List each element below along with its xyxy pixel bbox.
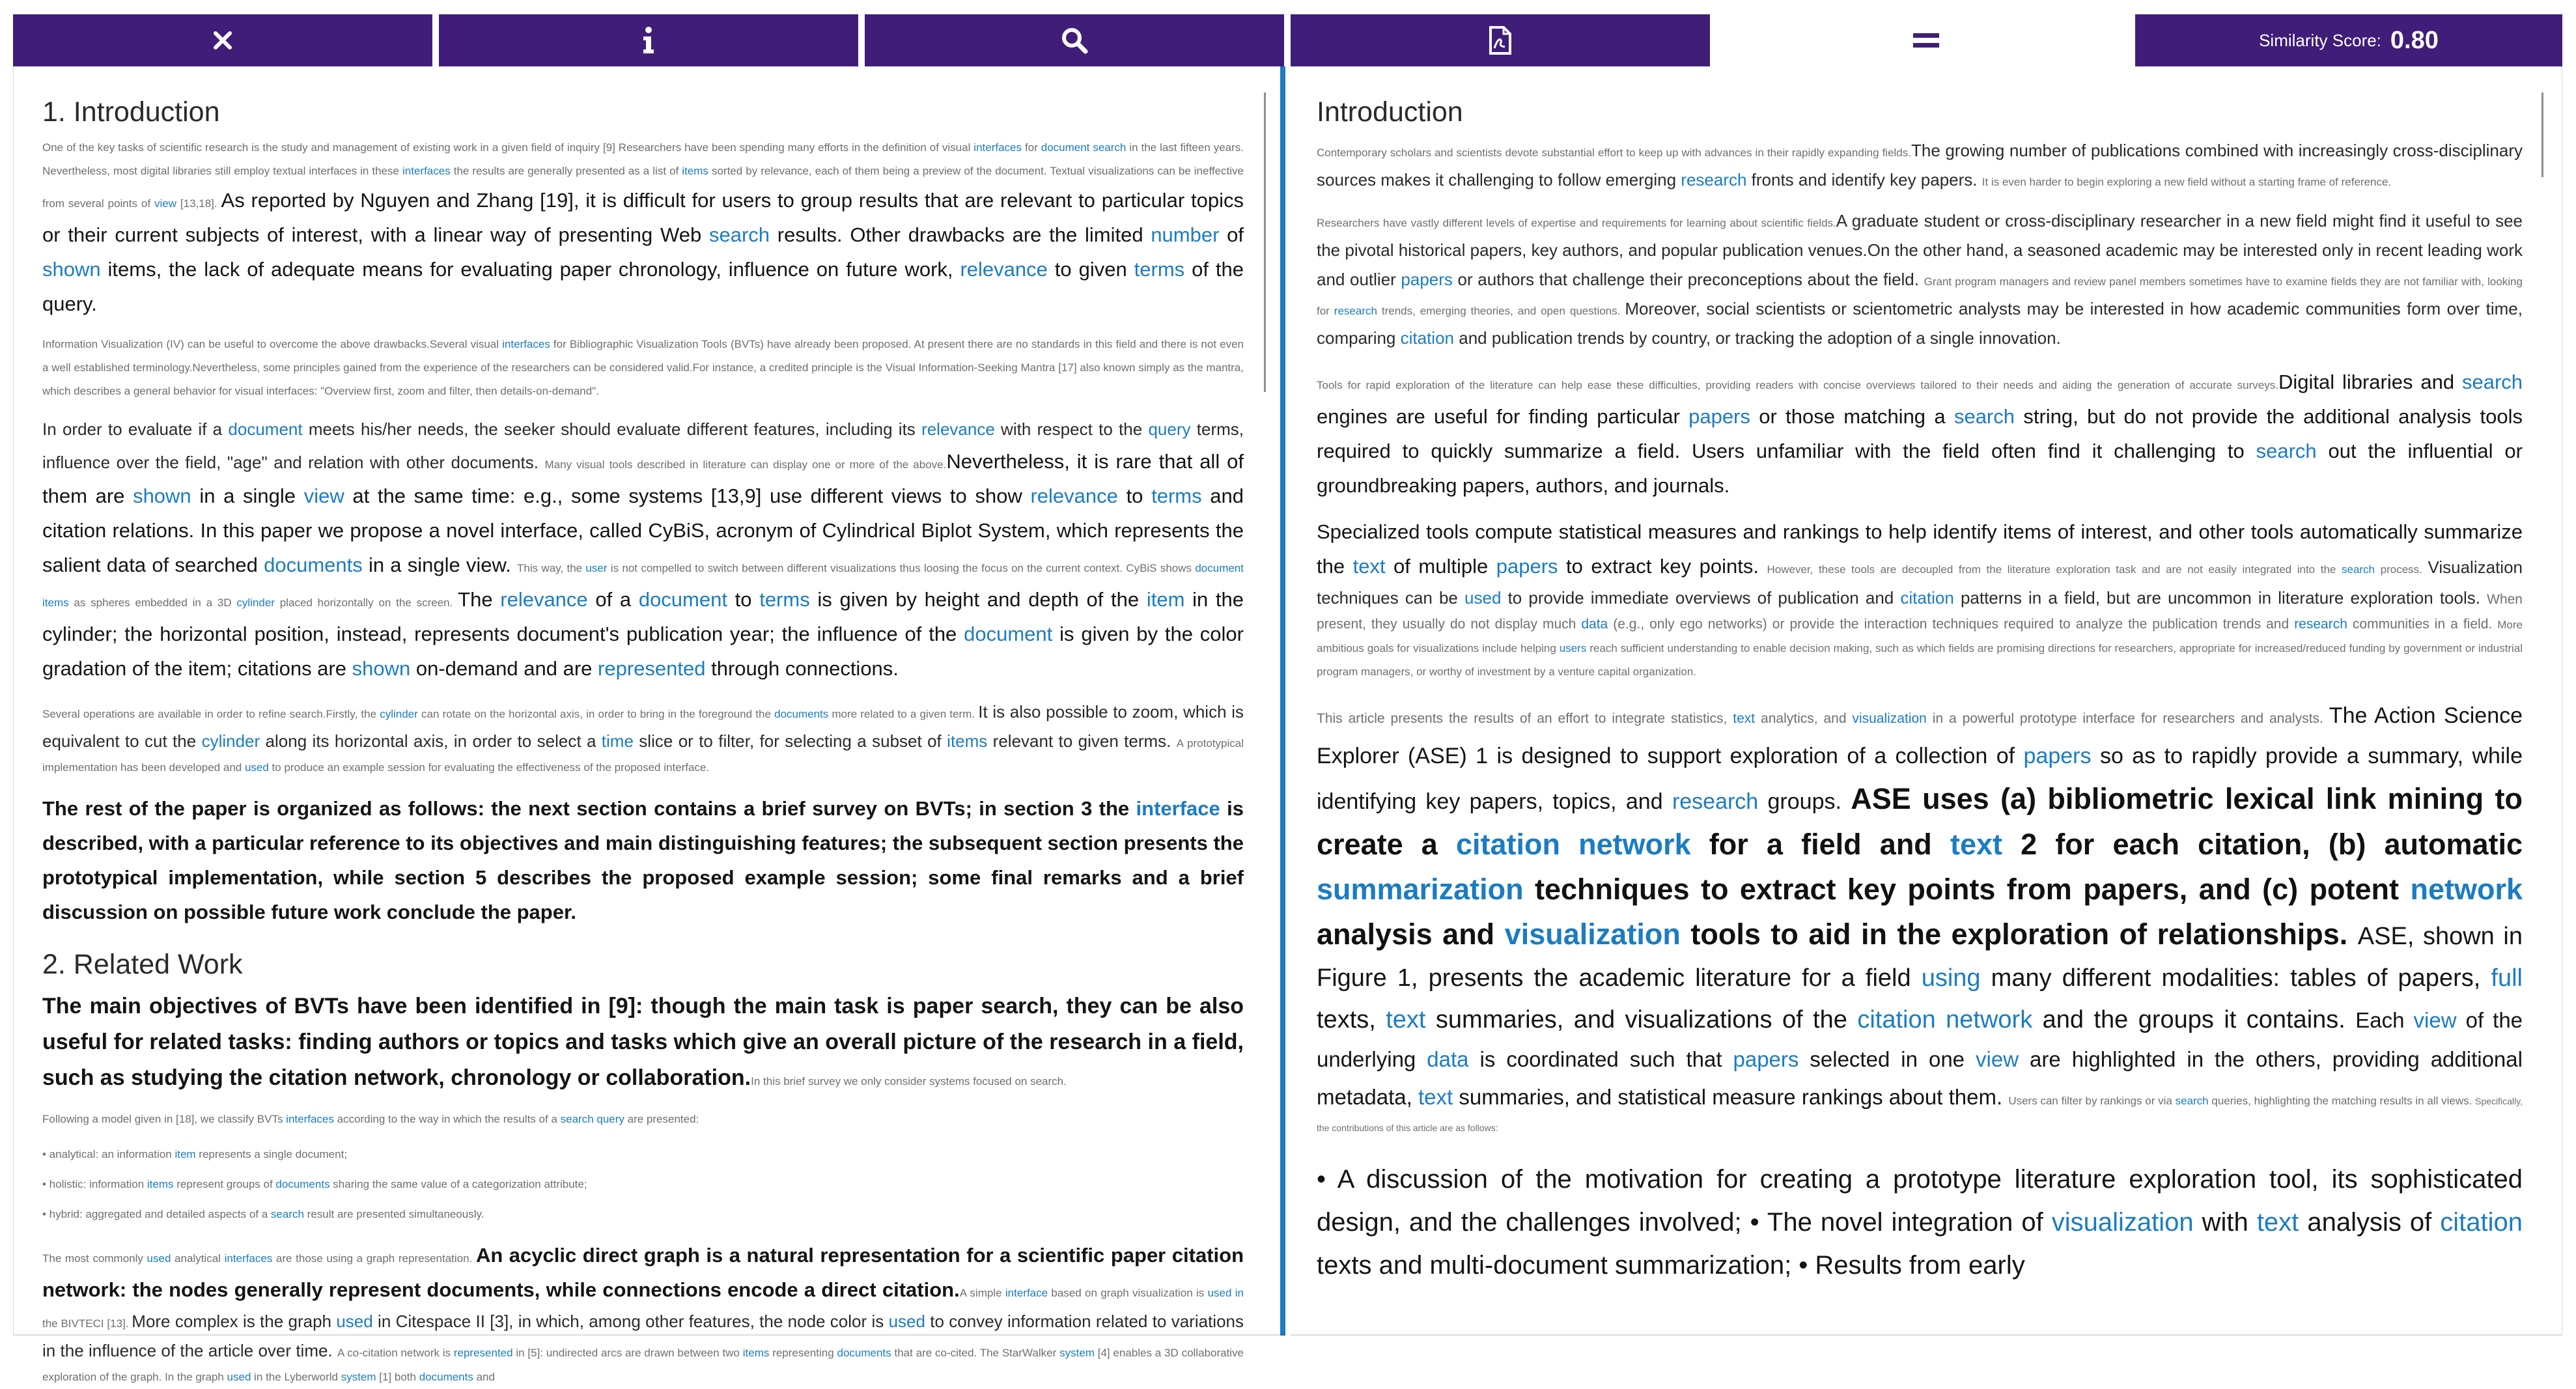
right-paragraph-1: Contemporary scholars and scientists devote substantial effort to keep up with advances in their rapidly expanding fields.The growing number of publications combined with increasingly cross-disciplinary sources makes it challenging to follow emerging research fronts and identify key papers. It is even harder to begin exploring a new field without a starting frame of reference. [1317,141,2523,189]
right-paragraph-3: Tools for rapid exploration of the literature can help ease these difficulties, providing readers with concise overviews tailored to their needs and aiding the generation of accurate surveys.Digital libraries and search engines are useful for finding particular papers or those matching a search string, but do not provide the additional analysis tools required to quickly summarize a field. Users unfamiliar with the field often find it challenging to search out the influential or groundbreaking papers, authors, and journals. [1317,371,2523,497]
pdf-button[interactable] [1291,14,1710,66]
similarity-score-label: Similarity Score: [2259,30,2381,50]
similarity-score-value: 0.80 [2390,26,2439,54]
right-paragraph-6: • A discussion of the motivation for creating a prototype literature exploration tool, its sophisticated design, and the challenges involved; • The novel integration of visualization with text analysis of citation texts and multi-document summarization; • Results from early [1317,1165,2523,1280]
close-icon [213,31,232,50]
left-scrollbar[interactable] [1264,92,1266,392]
right-paragraph-5: This article presents the results of an effort to integrate statistics, text analytics, and visualization in a powerful prototype interface for researchers and analysts. The Action Science Explorer (ASE) 1 is designed to support exploration of a collection of papers so as to rapidly provide a summary, while identifying key papers, topics, and research groups. ASE uses (a) bibliometric lexical link mining to create a citation network for a field and text 2 for each citation, (b) automatic summarization techniques to extract key points from papers, and (c) potent network analysis and visualization tools to aid in the exploration of relationships. ASE, shown in Figure 1, presents the academic literature for a field using many different modalities: tables of papers, full texts, text summaries, and visualizations of the citation network and the groups it contains. Each view of the underlying data is coordinated such that papers selected in one view are highlighted in the others, providing additional metadata, text summaries, and statistical measure rankings about them. Users can filter by rankings or via search queries, highlighting the matching results in all views. Specifically, the contributions of this article are as follows: [1317,703,2523,1133]
right-paragraph-2: Researchers have vastly different levels of expertise and requirements for learning about scientific fields.A graduate student or cross-disciplinary researcher in a new field might find it useful to see the pivotal historical papers, key authors, and popular publication venues.On the other hand, a seasoned academic may be interested only in recent leading work and outlier papers or authors that challenge their preconceptions about the field. Grant program managers and review panel members sometimes have to examine fields they are not familiar with, looking for research trends, emerging theories, and open questions. Moreover, social scientists or scientometric analysts may be interested in how academic communities form over time, comparing citation and publication trends by country, or tracking the adoption of a single innovation. [1317,211,2523,348]
left-paragraph-2: Information Visualization (IV) can be useful to overcome the above drawbacks.Several visual interfaces for Bibliographic Visualization Tools (BVTs) have already been proposed. At present there are no standards in this field and there is not even a well established terminology.Nevertheless, some principles gained from the experience of the researchers can be considered valid.For instance, a credited principle is the Visual Information-Seeking Mantra [17] also known simply as the mantra, which describes a general behavior for visual interfaces: "Overview first, zoom and filter, then details-on-demand". [42,338,1244,397]
left-paragraph-6: The main objectives of BVTs have been identified in [9]: though the main task is paper search, they can be also useful for related tasks: finding authors or topics and tasks which give an overall picture of the research in a field, such as studying the citation network, chronology or collaboration.In this brief survey we only consider systems focused on search. [42,994,1244,1090]
info-icon [641,26,656,55]
left-bullet-hybrid: • hybrid: aggregated and detailed aspects of a search result are presented simultaneously. [42,1208,484,1220]
left-bullet-analytical: • analytical: an information item represents a single document; [42,1148,348,1160]
pdf-file-icon [1489,26,1511,55]
left-paragraph-3: In order to evaluate if a document meets his/her needs, the seeker should evaluate different features, including its relevance with respect to the query terms, influence over the field, "age" and relation with other documents. Many visual tools described in literature can display one or more of the above.Nevertheless, it is rare that all of them are shown in a single view at the same time: e.g., some systems [13,9] use different views to show relevance to terms and citation relations. In this paper we propose a novel interface, called CyBiS, acronym of Cylindrical Biplot System, which represents the salient data of searched documents in a single view. This way, the user is not compelled to switch between different visualizations thus loosing the focus on the current context. CyBiS shows document items as spheres embedded in a 3D cylinder placed horizontally on the screen. The relevance of a document to terms is given by height and depth of the item in the cylinder; the horizontal position, instead, represents document's publication year; the influence of the document is given by the color gradation of the item; citations are shown on-demand and are represented through connections. [42,419,1244,680]
left-paragraph-1: One of the key tasks of scientific research is the study and management of existing work in a given field of inquiry [9] Researchers have been spending many efforts in the definition of visual interfaces for document search in the last fifteen years. Nevertheless, most digital libraries still employ textual interfaces in these interfaces the results are generally presented as a list of items sorted by relevance, each of them being a preview of the document. Textual visualizations can be ineffective from several points of view [13,18]. As reported by Nguyen and Zhang [19], it is difficult for users to group results that are relevant to particular topics or their current subjects of interest, with a linear way of presenting Web search results. Other drawbacks are the limited number of shown items, the lack of adequate means for evaluating paper chronology, influence on future work, relevance to given terms of the query. [42,141,1244,315]
right-scrollbar[interactable] [2541,92,2543,177]
left-paragraph-5: The rest of the paper is organized as follows: the next section contains a brief survey on BVTs; in section 3 the interface is described, with a particular reference to its objectives and main distinguishing features; the subsequent section presents the prototypical implementation, while section 5 describes the proposed example session; some final remarks and a brief discussion on possible future work conclude the paper. [42,797,1244,923]
left-bullet-holistic: • holistic: information items represent groups of documents sharing the same value of a categorization attribute; [42,1178,587,1190]
section-heading-introduction: 1. Introduction [42,96,220,128]
toolbar [13,14,2562,66]
info-button[interactable] [439,14,858,66]
similarity-score [2135,14,2562,66]
close-button[interactable] [13,14,432,66]
section-heading-related-work: 2. Related Work [42,949,243,980]
right-paragraph-4: Specialized tools compute statistical measures and rankings to help identify items of interest, and other tools automatically summarize the text of multiple papers to extract key points. However, these tools are decoupled from the literature exploration task and are not easily integrated into the search process. Visualization techniques can be used to provide immediate overviews of publication and citation patterns in a field, but are uncommon in literature exploration tools. When present, they usually do not display much data (e.g., only ego networks) or provide the interaction techniques required to analyze the publication trends and research communities in a field. More ambitious goals for visualizations include helping users reach sufficient understanding to enable decision making, such as which fields are promising directions for researchers, appropriate for increased/reduced funding by government or industrial program managers, or worthy of investment by a venture capital organization. [1317,520,2523,678]
section-heading-introduction-right: Introduction [1317,96,1463,128]
search-icon [1060,26,1089,55]
right-document-pane[interactable] [1291,66,2562,1336]
pane-divider [1280,66,1285,1336]
equals-icon [1913,32,1939,49]
search-button[interactable] [865,14,1284,66]
left-paragraph-7: Following a model given in [18], we classify BVTs interfaces according to the way in which the results of a search query are presented: [42,1113,699,1125]
left-paragraph-4: Several operations are available in order to refine search.Firstly, the cylinder can rotate on the horizontal axis, in order to bring in the foreground the documents more related to a given term. It is also possible to zoom, which is equivalent to cut the cylinder along its horizontal axis, in order to select a time slice or to filter, for selecting a subset of items relevant to given terms. A prototypical implementation has been developed and used to produce an example session for evaluating the effectiveness of the proposed interface. [42,702,1244,774]
compare-button[interactable] [1716,14,2135,66]
left-document-pane[interactable] [13,66,1280,1383]
left-paragraph-8: The most commonly used analytical interfaces are those using a graph representation. An acyclic direct graph is a natural representation for a scientific paper citation network: the nodes generally represent documents, while connections encode a direct citation.A simple interface based on graph visualization is used in the BIVTECI [13]. More complex is the graph used in Citespace II [3], in which, among other features, the node color is used to convey information related to variations in the influence of the article over time. A co-citation network is represented in [5]: undirected arcs are drawn between two items representing documents that are co-cited. The StarWalker system [4] enables a 3D collaborative exploration of the graph. In the graph used in the Lyberworld system [1] both documents and [42,1244,1244,1383]
